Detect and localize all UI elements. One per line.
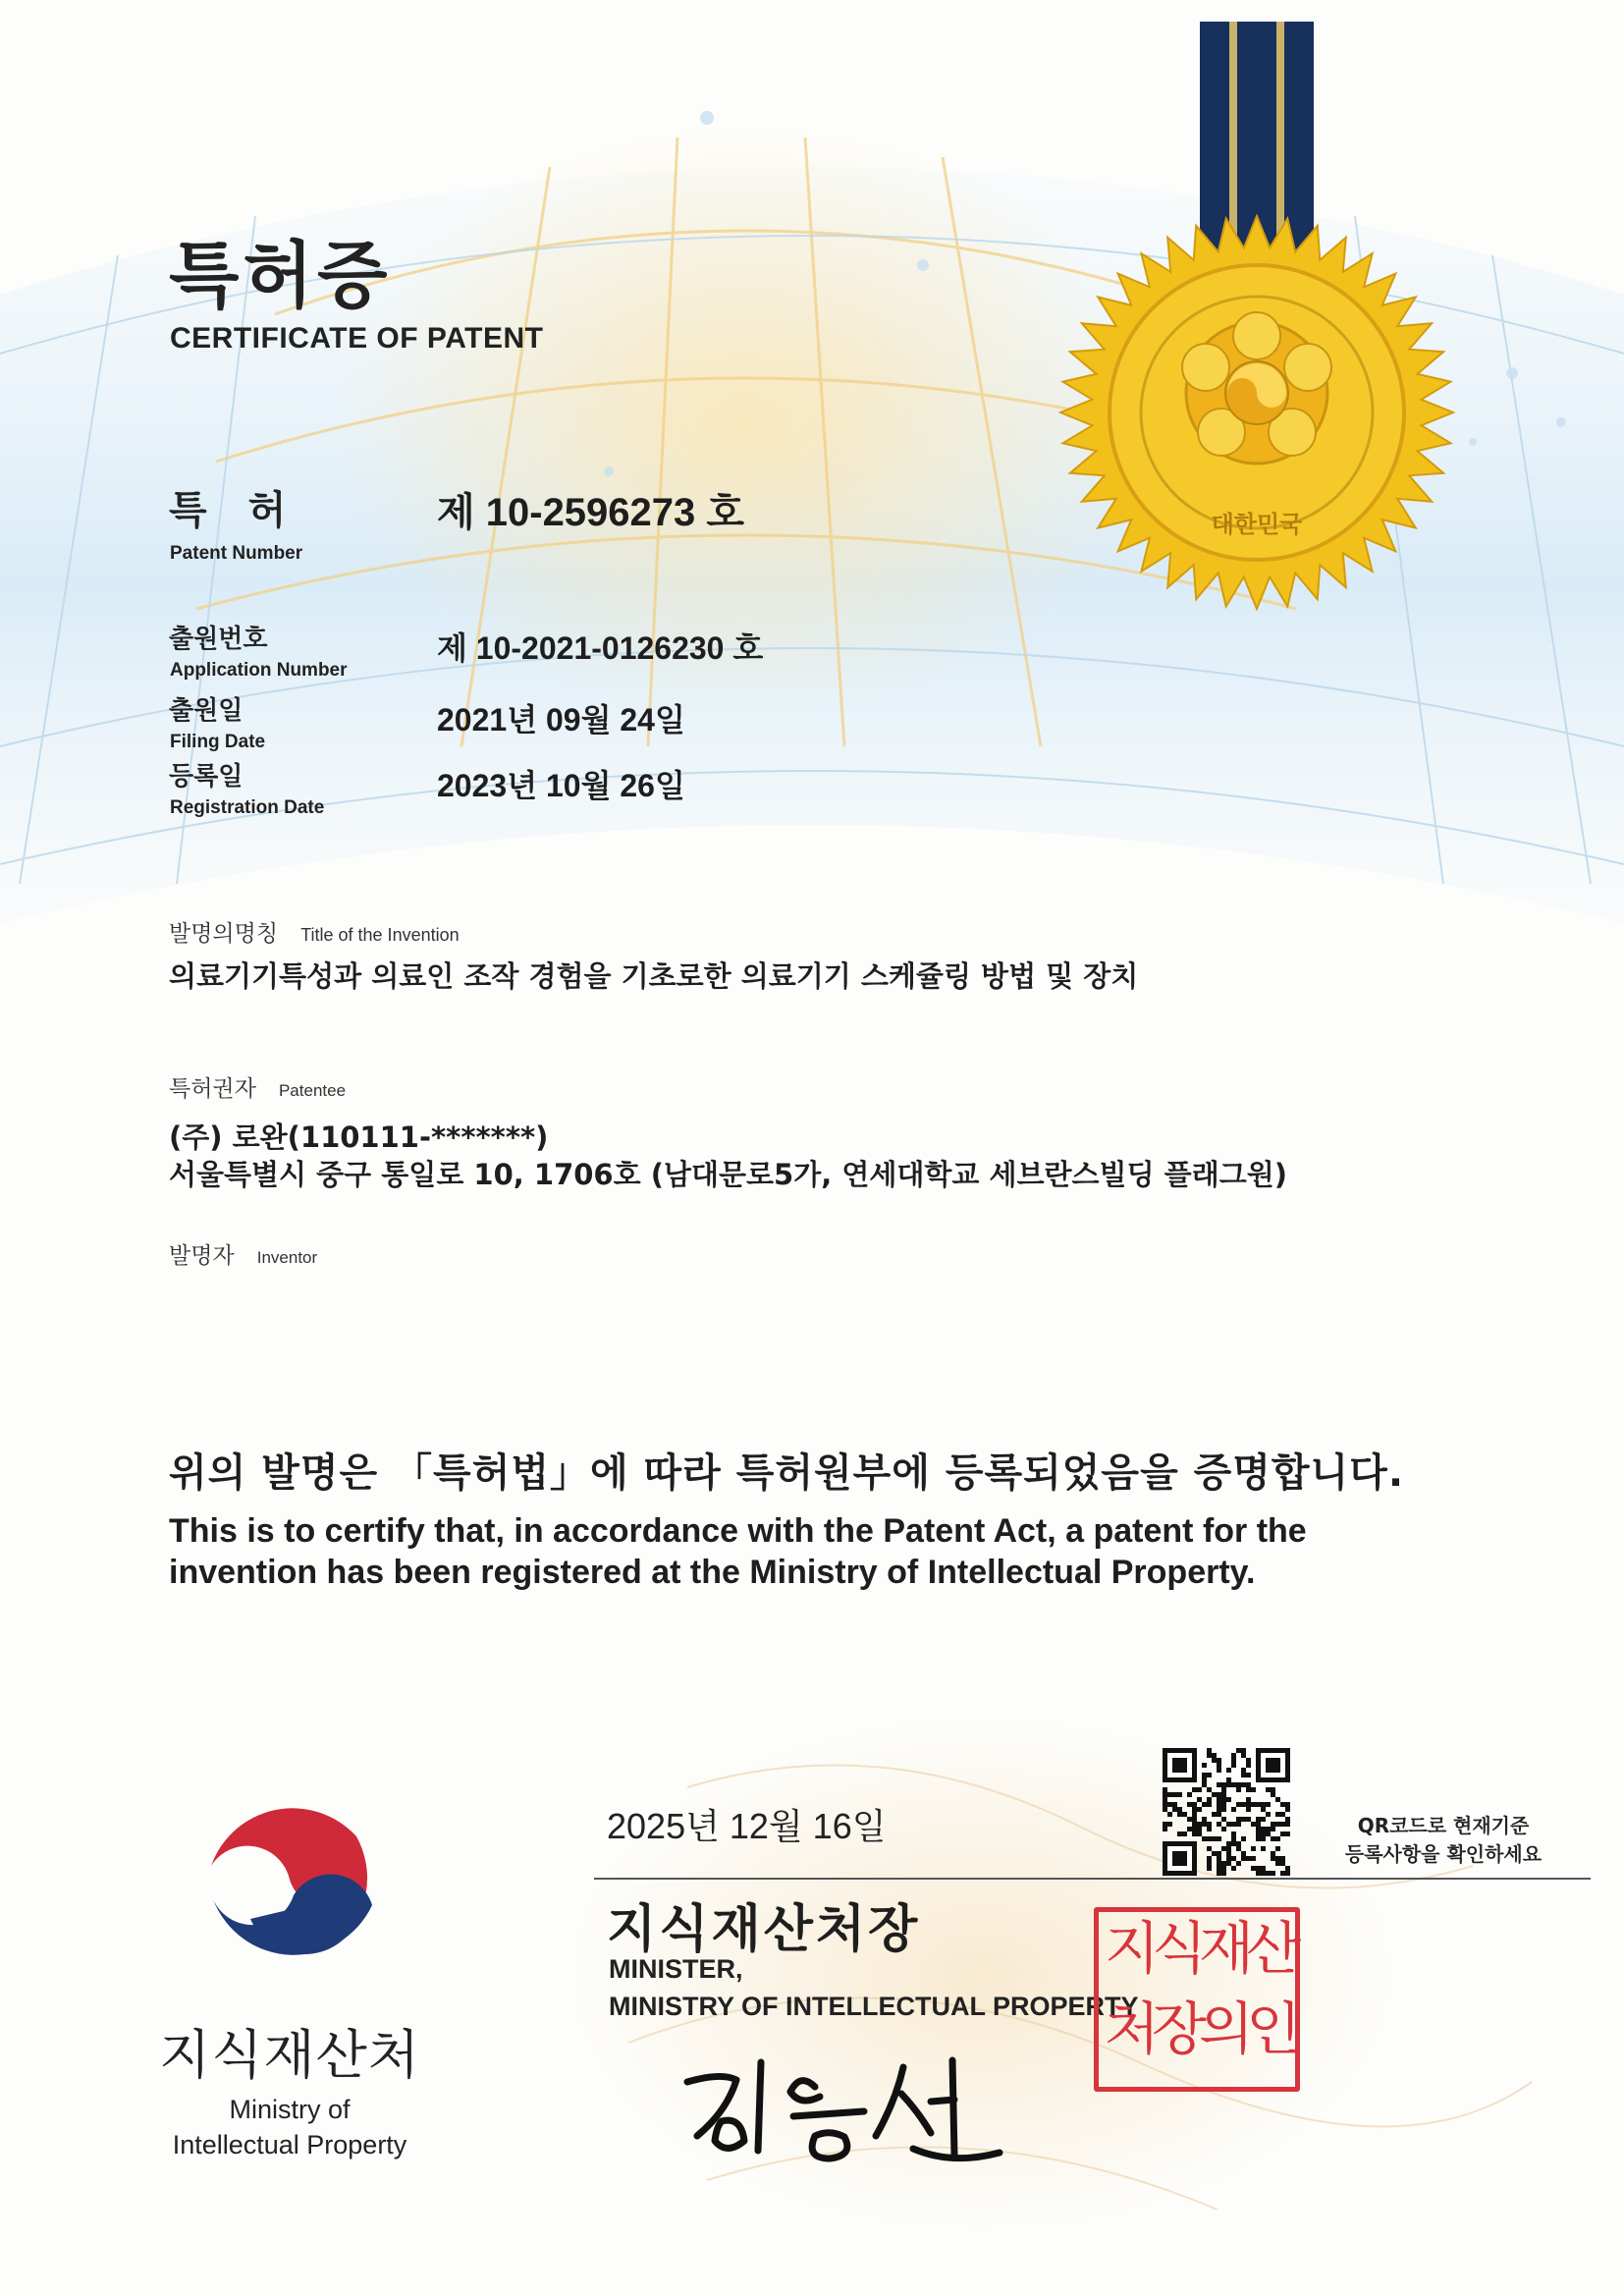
filing-label-ko: 출원일: [169, 696, 244, 726]
inventor-label-en: Inventor: [256, 1248, 318, 1267]
seal-row1: 지식재산: [1105, 1915, 1294, 1982]
certificate-title-ko: 특허증: [169, 234, 392, 318]
inventor-label: [169, 1237, 317, 1270]
patent-number: 제 10-2596273 호: [437, 491, 745, 534]
taegeuk-emblem-icon: [191, 1789, 388, 1986]
patent-label-ko: 특 허: [169, 488, 300, 533]
patent-label-en: Patent Number: [170, 543, 303, 564]
agency-name-ko: 지식재산처: [159, 2024, 420, 2086]
certification-en-line1: This is to certify that, in accordance with the Patent Act, a patent for the: [169, 1512, 1307, 1550]
official-red-seal: [1094, 1907, 1300, 2092]
agency-name-en: [128, 2092, 452, 2162]
patentee-label-en: Patentee: [278, 1081, 347, 1100]
inventor-label-ko: 발명자: [169, 1243, 235, 1269]
qr-code-icon: [1163, 1748, 1290, 1876]
signature-divider: [594, 1878, 1591, 1880]
registration-label-ko: 등록일: [169, 762, 244, 792]
minister-title-ko: 지식재산처장: [607, 1900, 921, 1959]
filing-date: 2021년 09월 24일: [437, 702, 685, 738]
application-label-en: Application Number: [170, 660, 348, 681]
patentee-name: (주) 로완(110111-*******): [169, 1121, 549, 1154]
certification-en-line2: invention has been registered at the Ministry of Intellectual Property.: [169, 1554, 1256, 1591]
agency-name-en-line2: Intellectual Property: [172, 2130, 407, 2159]
seal-row2: 처장의인: [1105, 1995, 1294, 2062]
registration-label-en: Registration Date: [170, 797, 325, 818]
minister-signature: [668, 2043, 1021, 2170]
certification-statement-en: [169, 1510, 1386, 1593]
filing-label-en: Filing Date: [170, 732, 266, 752]
certification-statement-ko: 위의 발명은 「특허법」에 따라 특허원부에 등록되었음을 증명합니다.: [169, 1450, 1405, 1496]
patentee-label-ko: 특허권자: [169, 1076, 256, 1102]
qr-instruction: [1296, 1812, 1591, 1869]
patentee-address: 서울특별시 중구 통일로 10, 1706호 (남대문로5가, 연세대학교 세브란스빌딩 플래그원): [169, 1158, 1287, 1191]
minister-title-en-line2: MINISTRY OF INTELLECTUAL PROPERTY: [609, 1992, 1139, 2021]
issue-date: 2025년 12월 16일: [607, 1806, 887, 1846]
minister-title-en-line1: MINISTER,: [609, 1954, 743, 1984]
application-label-ko: 출원번호: [169, 625, 268, 654]
medal-text: 대한민국: [1211, 511, 1303, 538]
invention-label-ko: 발명의명칭: [169, 921, 279, 947]
agency-name-en-line1: Ministry of: [229, 2095, 351, 2124]
patentee-label: [169, 1070, 346, 1103]
gold-medal-seal: [1051, 22, 1463, 611]
qr-instruction-line1: QR코드로 현재기준: [1357, 1814, 1530, 1837]
qr-instruction-line2: 등록사항을 확인하세요: [1344, 1842, 1543, 1866]
invention-label: [169, 915, 460, 948]
application-number: 제 10-2021-0126230 호: [437, 630, 764, 666]
certificate-title-en: CERTIFICATE OF PATENT: [170, 322, 544, 355]
invention-title: 의료기기특성과 의료인 조작 경험을 기초로한 의료기기 스케쥴링 방법 및 장치: [169, 959, 1139, 993]
invention-label-en: Title of the Invention: [300, 925, 460, 945]
qr-code[interactable]: [1163, 1748, 1290, 1880]
registration-date: 2023년 10월 26일: [437, 768, 685, 803]
